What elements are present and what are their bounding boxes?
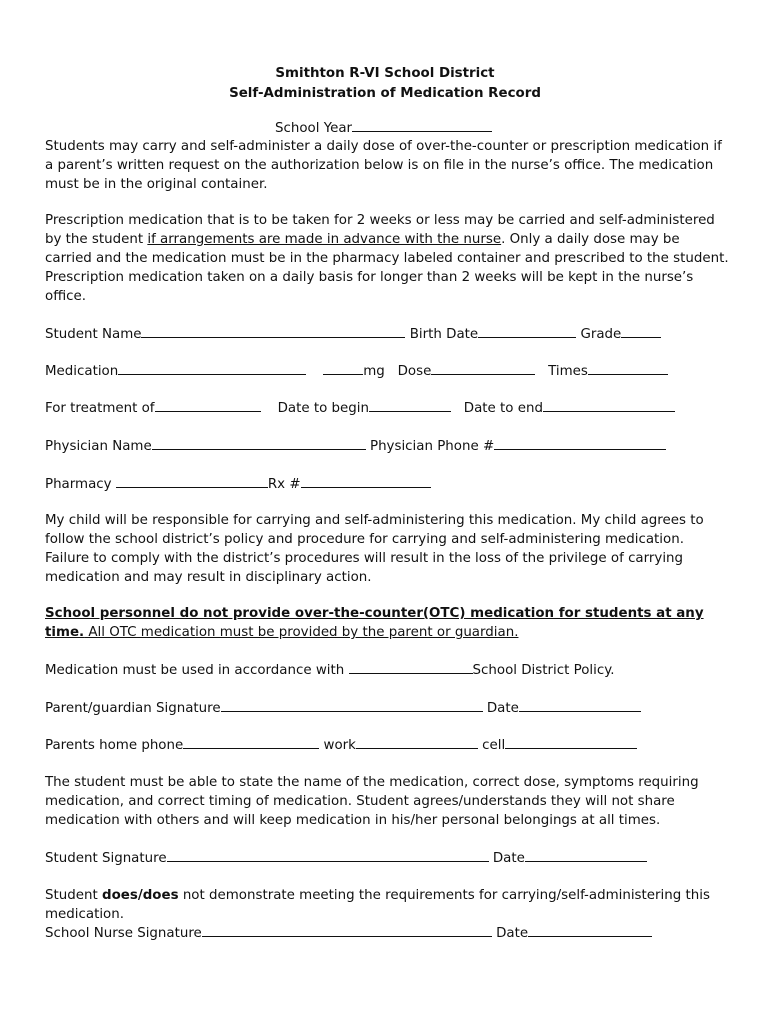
grade-blank[interactable] [621, 324, 661, 338]
pharmacy-row [45, 474, 431, 494]
physician-name-label: Physician Name [45, 439, 152, 454]
responsibility-line-3: Failure to comply with the district’s procedures will result in the loss of the privilege of carrying [45, 551, 684, 566]
otc-notice-line-2 [45, 623, 518, 642]
school-year-label: School Year [275, 121, 353, 136]
intro-line-3: must be in the original container. [45, 177, 268, 192]
phone-row [45, 735, 637, 755]
rx-blank[interactable] [301, 474, 431, 488]
physician-phone-blank[interactable] [494, 436, 666, 450]
treatment-row [45, 398, 675, 418]
home-phone-blank[interactable] [183, 735, 319, 749]
responsibility-line-1: My child will be responsible for carrying and self-administering this medication. My child agrees to [45, 513, 704, 528]
school-year-field [275, 118, 492, 138]
student-signature-row [45, 848, 647, 868]
physician-name-blank[interactable] [152, 436, 366, 450]
date-to-end-blank[interactable] [543, 398, 675, 412]
pharmacy-blank[interactable] [116, 474, 268, 488]
parent-signature-row [45, 698, 641, 718]
prescription-line-3: carried and the medication must be in the pharmacy labeled container and prescribed to the student. [45, 251, 729, 266]
physician-row [45, 436, 666, 456]
school-year-blank[interactable] [352, 118, 492, 132]
nurse-statement-suffix: not demonstrate meeting the requirements for carrying/self-administering this [178, 888, 710, 903]
student-date-blank[interactable] [525, 848, 647, 862]
student-date-label: Date [492, 851, 525, 866]
nurse-date-blank[interactable] [528, 923, 652, 937]
otc-notice-rest: All OTC medication must be provided by the parent or guardian. [84, 625, 519, 640]
work-phone-label: work [323, 738, 356, 753]
district-name: Smithton R-VI School District [275, 66, 495, 81]
parent-date-blank[interactable] [519, 698, 641, 712]
parent-date-label: Date [486, 701, 519, 716]
policy-row [45, 660, 614, 680]
responsibility-line-4: medication and may result in disciplinary action. [45, 570, 372, 585]
times-label: Times [548, 364, 588, 379]
nurse-signature-label: School Nurse Signature [45, 926, 202, 941]
does-does-choice[interactable]: does/does [101, 888, 179, 903]
student-info-row [45, 324, 661, 344]
student-signature-blank[interactable] [167, 848, 489, 862]
dose-label: Dose [397, 364, 432, 379]
times-blank[interactable] [588, 361, 668, 375]
cell-phone-blank[interactable] [505, 735, 637, 749]
medication-row [45, 361, 668, 381]
student-name-label: Student Name [45, 327, 142, 342]
dose-blank[interactable] [431, 361, 535, 375]
prescription-line-1: Prescription medication that is to be taken for 2 weeks or less may be carried and self-administered [45, 213, 715, 228]
parent-signature-blank[interactable] [221, 698, 483, 712]
intro-line-2: a parent’s written request on the authorization below is on file in the nurse’s office. The medication [45, 158, 714, 173]
prescription-line-5: office. [45, 289, 86, 304]
nurse-date-label: Date [496, 926, 529, 941]
date-to-begin-label: Date to begin [277, 401, 369, 416]
student-statement-line-1: The student must be able to state the name of the medication, correct dose, symptoms requiring [45, 775, 699, 790]
cell-phone-label: cell [482, 738, 506, 753]
nurse-statement-prefix: Student [45, 888, 102, 903]
date-to-begin-blank[interactable] [369, 398, 451, 412]
prescription-line-2 [45, 230, 680, 249]
home-phone-label: Parents home phone [45, 738, 184, 753]
date-to-end-label: Date to end [463, 401, 543, 416]
student-name-blank[interactable] [141, 324, 405, 338]
policy-label-a: Medication must be used in accordance with [45, 663, 349, 678]
birth-date-label: Birth Date [409, 327, 479, 342]
prescription-line-2-a: by the student [45, 232, 148, 247]
work-phone-blank[interactable] [356, 735, 478, 749]
student-statement-line-2: medication, and correct timing of medication. Student agrees/understands they will not share [45, 794, 675, 809]
policy-label-b: School District Policy. [472, 663, 615, 678]
nurse-signature-blank[interactable] [202, 923, 492, 937]
otc-notice-time: time. [45, 625, 85, 640]
pharmacy-label: Pharmacy [45, 477, 112, 492]
birth-date-blank[interactable] [478, 324, 576, 338]
responsibility-line-2: follow the school district’s policy and procedure for carrying and self-administering medication. [45, 532, 684, 547]
mg-blank[interactable] [323, 361, 363, 375]
nurse-statement-line-2: medication. [45, 907, 124, 922]
parent-signature-label: Parent/guardian Signature [45, 701, 221, 716]
medication-label: Medication [45, 364, 119, 379]
nurse-statement-line-1 [45, 886, 710, 905]
policy-blank[interactable] [349, 660, 473, 674]
mg-label: mg [363, 364, 385, 379]
advance-arrangements-note: if arrangements are made in advance with the nurse [147, 232, 502, 247]
intro-line-1: Students may carry and self-administer a daily dose of over-the-counter or prescription medication if [45, 139, 722, 154]
grade-label: Grade [580, 327, 622, 342]
medication-blank[interactable] [118, 361, 306, 375]
nurse-signature-row [45, 923, 652, 943]
otc-notice-line-1: School personnel do not provide over-the-counter(OTC) medication for students at any [45, 606, 704, 621]
student-statement-line-3: medication with others and will keep medication in his/her personal belongings at all times. [45, 813, 661, 828]
prescription-line-2-b: . Only a daily dose may be [501, 232, 680, 247]
for-treatment-label: For treatment of [45, 401, 155, 416]
prescription-line-4: Prescription medication taken on a daily basis for longer than 2 weeks will be kept in the nurse’s [45, 270, 694, 285]
student-signature-label: Student Signature [45, 851, 167, 866]
physician-phone-label: Physician Phone # [370, 439, 495, 454]
rx-label: Rx # [267, 477, 301, 492]
for-treatment-blank[interactable] [155, 398, 261, 412]
form-title: Self-Administration of Medication Record [229, 86, 541, 101]
